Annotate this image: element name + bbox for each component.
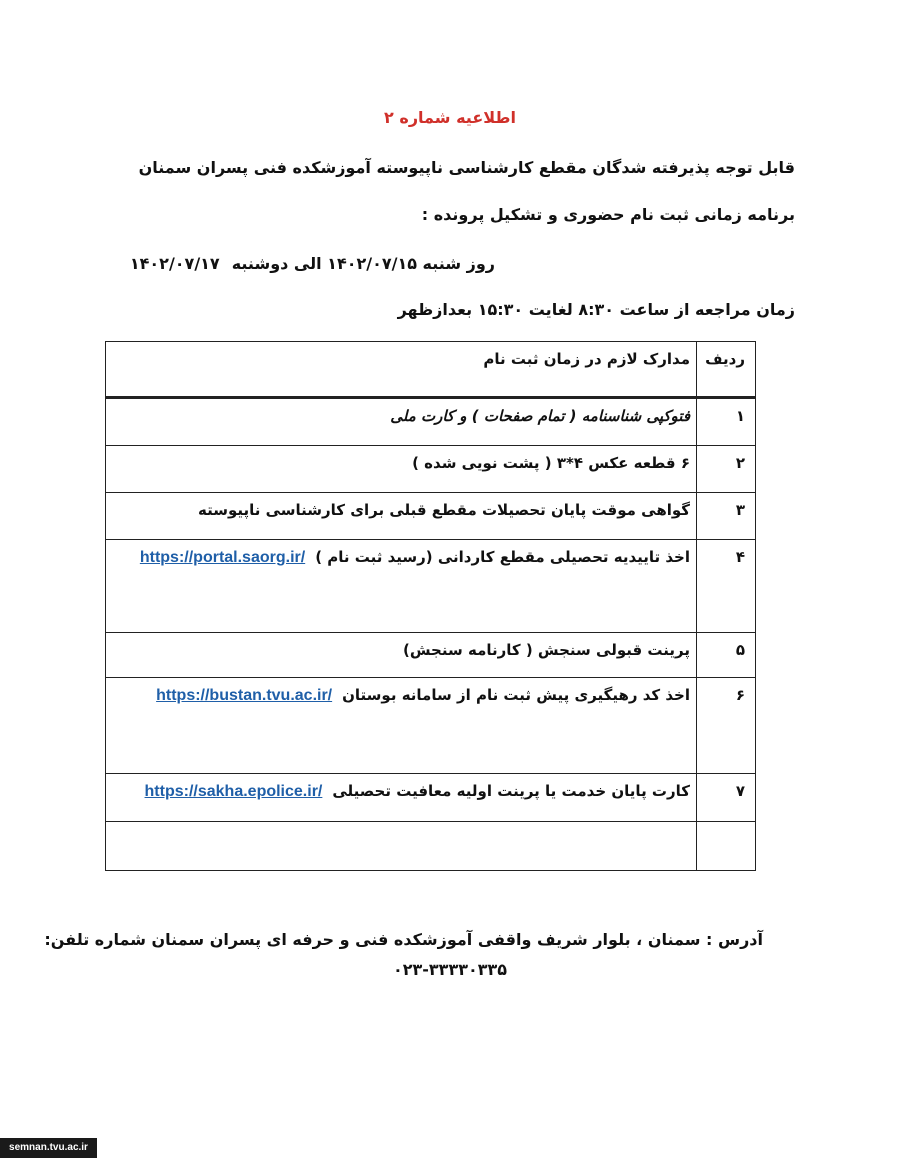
document-text: فتوکپی شناسنامه ( تمام صفحات ) و کارت ملی xyxy=(390,407,690,425)
row-document xyxy=(106,446,697,493)
table-header-row xyxy=(106,342,756,398)
row-document xyxy=(106,633,697,678)
row-number: ۱ xyxy=(697,398,756,446)
row-number: ۲ xyxy=(697,446,756,493)
required-documents-table xyxy=(105,341,756,871)
row-number xyxy=(697,822,756,871)
row-number: ۴ xyxy=(697,540,756,633)
table-row xyxy=(106,446,756,493)
sakha-epolice-link[interactable]: https://sakha.epolice.ir/ xyxy=(144,783,323,800)
row-document xyxy=(106,493,697,540)
date-start: روز شنبه ۱۴۰۲/۰۷/۱۵ الی دوشنبه xyxy=(231,254,495,273)
schedule-heading: برنامه زمانی ثبت نام حضوری و تشکیل پرونده : xyxy=(421,205,795,224)
address-line: آدرس : سمنان ، بلوار شریف واقفی آموزشکده فنی و حرفه ای پسران سمنان شماره تلفن: xyxy=(44,930,763,949)
portal-saorg-link[interactable]: https://portal.saorg.ir/ xyxy=(139,549,306,566)
row-number: ۳ xyxy=(697,493,756,540)
registration-dates xyxy=(130,254,495,273)
header-documents: مدارک لازم در زمان ثبت نام xyxy=(106,342,697,398)
row-number: ۷ xyxy=(697,774,756,822)
document-text: اخذ تاییدیه تحصیلی مقطع کاردانی (رسید ثبت نام ) xyxy=(315,548,690,566)
row-number: ۵ xyxy=(697,633,756,678)
document-text: اخذ کد رهیگیری پیش ثبت نام از سامانه بوستان xyxy=(342,686,690,704)
document-text: ۶ قطعه عکس ۴*۳ ( پشت نویی شده ) xyxy=(412,454,690,472)
table-row-empty xyxy=(106,822,756,871)
row-document xyxy=(106,774,697,822)
table-row xyxy=(106,493,756,540)
phone-number: ۰۲۳-۳۳۳۳۰۳۳۵ xyxy=(392,960,508,979)
row-document xyxy=(106,398,697,446)
table-row xyxy=(106,398,756,446)
notice-title: اطلاعیه شماره ۲ xyxy=(384,108,516,127)
table-row xyxy=(106,774,756,822)
row-document xyxy=(106,822,697,871)
table-row xyxy=(106,633,756,678)
header-row-number: ردیف xyxy=(697,342,756,398)
row-document xyxy=(106,678,697,774)
document-text: کارت پایان خدمت یا پرینت اولیه معافیت تحصیلی xyxy=(332,782,690,800)
date-end: ۱۴۰۲/۰۷/۱۷ xyxy=(129,254,220,273)
table-row xyxy=(106,540,756,633)
visiting-hours: زمان مراجعه از ساعت ۸:۳۰ لغایت ۱۵:۳۰ بعدازظهر xyxy=(397,300,795,319)
audience-line: قابل توجه پذیرفته شدگان مقطع کارشناسی ناپیوسته آموزشکده فنی پسران سمنان xyxy=(138,158,795,177)
site-watermark: semnan.tvu.ac.ir xyxy=(0,1138,97,1158)
bustan-link[interactable]: https://bustan.tvu.ac.ir/ xyxy=(156,687,333,704)
table-row xyxy=(106,678,756,774)
row-document xyxy=(106,540,697,633)
row-number: ۶ xyxy=(697,678,756,774)
document-text: پرینت قبولی سنجش ( کارنامه سنجش) xyxy=(403,641,690,659)
document-text: گواهی موقت پایان تحصیلات مقطع قبلی برای کارشناسی ناپیوسته xyxy=(197,501,690,519)
